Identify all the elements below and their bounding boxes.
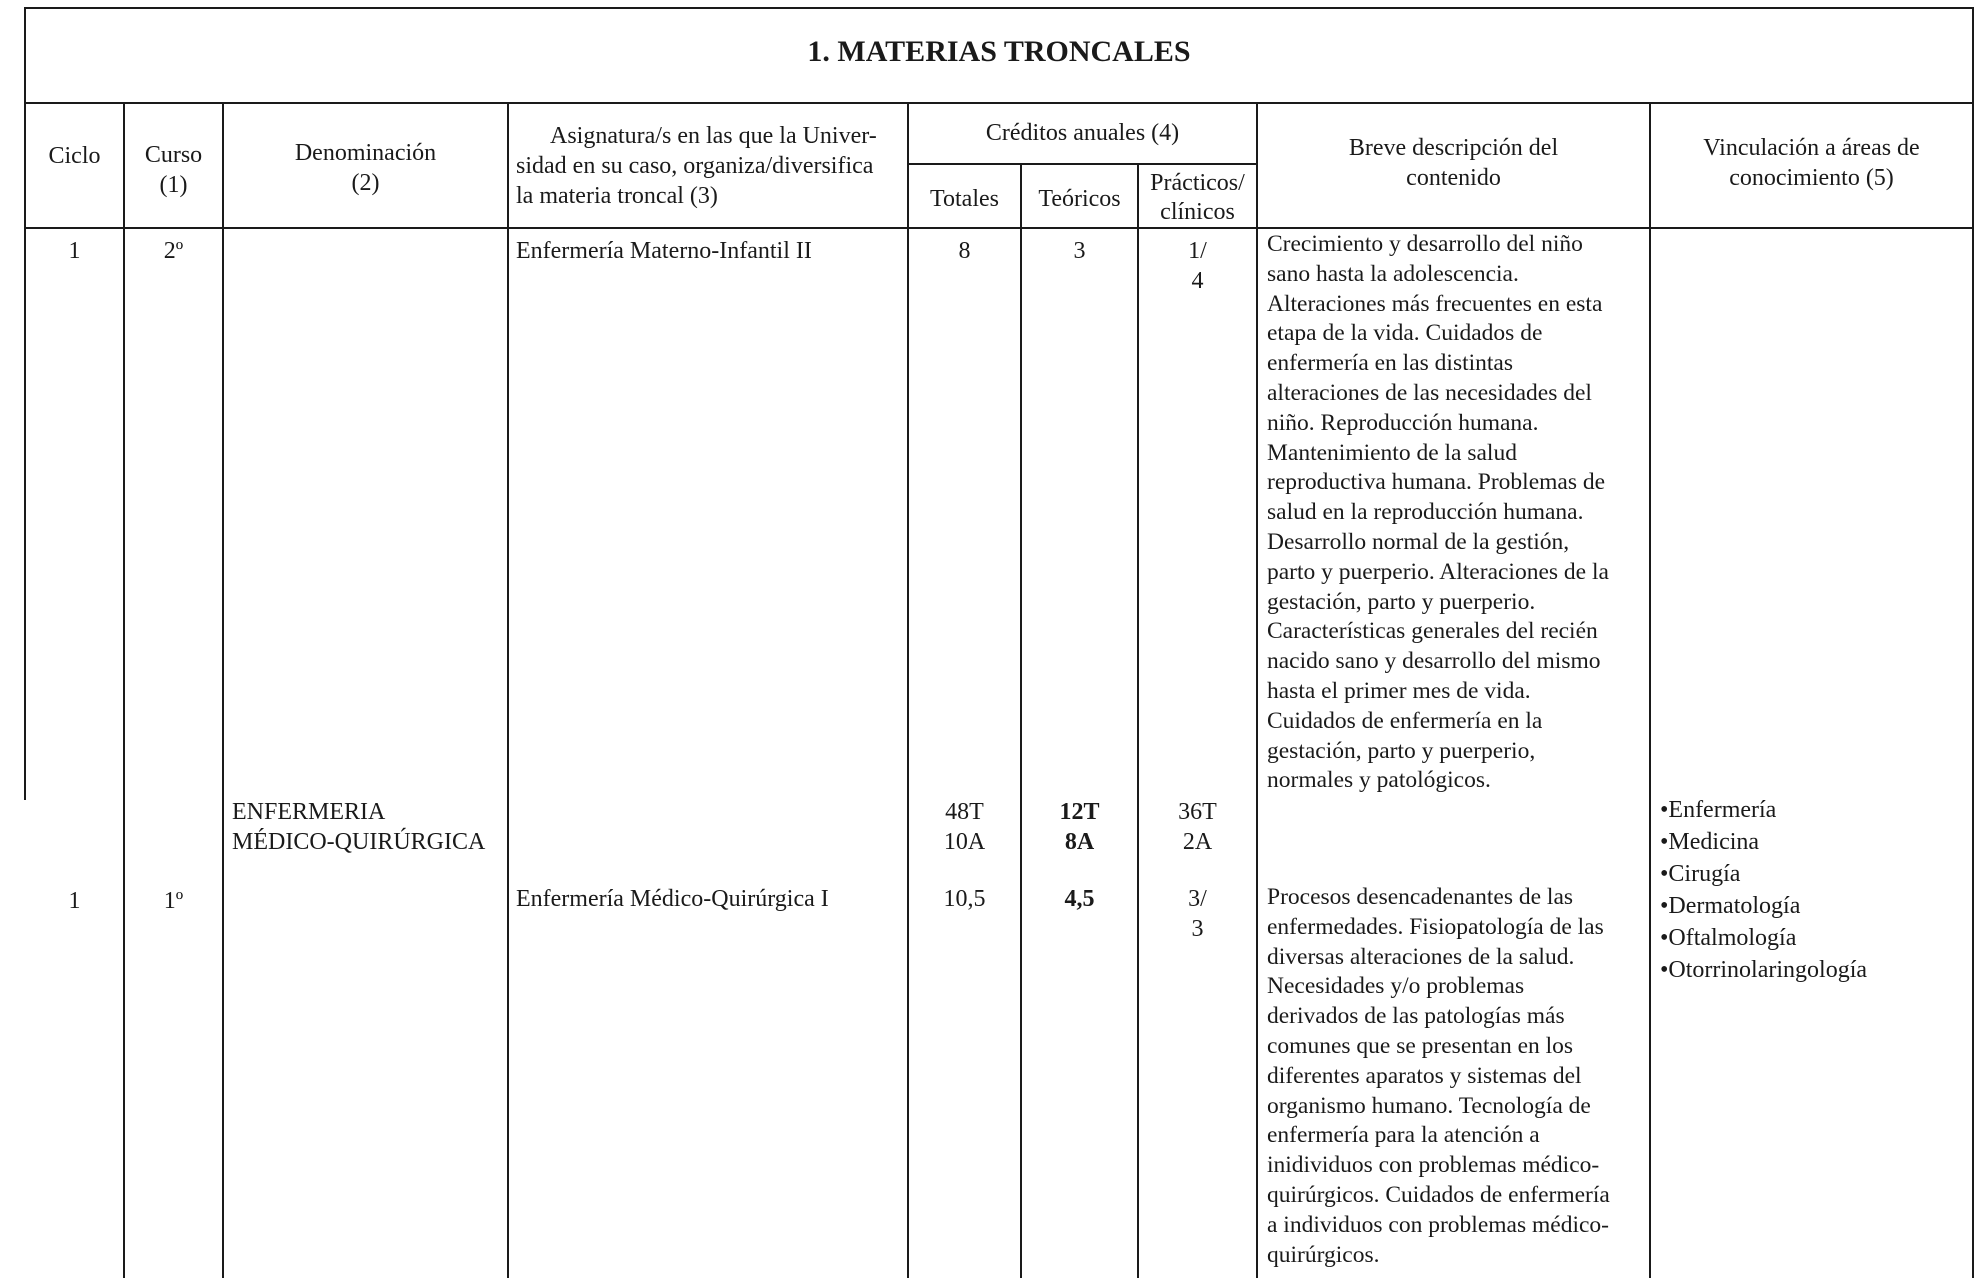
header-creditos-anuales: Créditos anuales (4) (985, 120, 1180, 146)
row2-asignatura: Enfermería Médico-Quirúrgica I (516, 886, 829, 912)
materia-totales: 48T 10A (943, 799, 986, 855)
col-line-denominacion (507, 102, 509, 1278)
header-curso: Curso (1) (144, 142, 203, 198)
row2-teoricos: 4,5 (1064, 886, 1095, 912)
col-line-curso (222, 102, 224, 1278)
row2-practicos: 3/ 3 (1188, 886, 1207, 942)
row1-ciclo: 1 (68, 238, 81, 264)
area-item: •Dermatología (1660, 893, 1801, 919)
materia-areas (1660, 794, 1867, 986)
border-right (1972, 7, 1974, 1278)
header-teoricos: Teóricos (1038, 186, 1121, 212)
col-line-totales (1020, 163, 1022, 1278)
row2-ciclo: 1 (68, 888, 81, 914)
row2-totales: 10,5 (943, 886, 986, 912)
header-ciclo: Ciclo (48, 143, 101, 169)
header-practicos: Prácticos/ clínicos (1150, 170, 1245, 225)
row1-asignatura: Enfermería Materno-Infantil II (516, 238, 812, 264)
materia-practicos: 36T 2A (1178, 799, 1217, 855)
area-item: •Cirugía (1660, 861, 1741, 887)
area-item: •Otorrinolaringología (1660, 957, 1868, 983)
header-descripcion: Breve descripción del contenido (1348, 135, 1559, 191)
col-line-practicos (1256, 102, 1258, 1278)
col-line-asignatura (907, 102, 909, 1278)
area-item: •Medicina (1660, 829, 1760, 855)
row1-totales: 8 (958, 238, 971, 264)
row1-practicos: 1/ 4 (1188, 238, 1207, 294)
row2-descripcion: Procesos desencadenantes de las enfermedades. Fisiopatología de las diversas alteraciones de la salud. Necesidades y/o problemas derivados de las patologías más comunes que se presentan en los diferentes aparatos y sistemas del organismo humano. Tecnología de enfermería para la atención a inidividuos con problemas médico- quirúrgicos. Cuidados de enfermería a individuos con problemas médico- quirúrgicos. (1267, 884, 1610, 1268)
row1-descripcion: Crecimiento y desarrollo del niño sano hasta la adolescencia. Alteraciones más frecuentes en esta etapa de la vida. Cuidados de enfermería en las distintas alteraciones de las necesidades del niño. Reproducción humana. Mantenimiento de la salud reproductiva humana. Problemas de salud en la reproducción humana. Desarrollo normal de la gestión, parto y puerperio. Alteraciones de la gestación, parto y puerperio. Características generales del recién nacido sano y desarrollo del mismo hasta el primer mes de vida. Cuidados de enfermería en la gestación, parto y puerperio, normales y patológicos. (1267, 231, 1609, 794)
col-line-left (24, 102, 26, 800)
title-divider (24, 102, 1974, 104)
header-denominacion: Denominación (2) (294, 140, 437, 196)
materia-denominacion: ENFERMERIA MÉDICO-QUIRÚRGICA (232, 799, 486, 855)
materia-teoricos: 12T 8A (1059, 799, 1100, 855)
header-vinculacion: Vinculación a áreas de conocimiento (5) (1703, 135, 1920, 191)
header-divider (24, 227, 1974, 229)
header-totales: Totales (930, 186, 999, 212)
area-item: •Enfermería (1660, 797, 1777, 823)
creditos-divider (908, 163, 1258, 165)
col-line-teoricos (1137, 163, 1139, 1278)
table-title: 1. MATERIAS TRONCALES (807, 35, 1191, 68)
border-top (24, 7, 1974, 9)
col-line-ciclo (123, 102, 125, 1278)
row1-teoricos: 3 (1073, 238, 1086, 264)
area-item: •Oftalmología (1660, 925, 1797, 951)
row1-curso: 2º (163, 238, 184, 264)
row2-curso: 1º (163, 888, 184, 914)
header-asignaturas: Asignatura/s en las que la Univer- sidad en su caso, organiza/diversifica la materia troncal (3) (516, 123, 877, 209)
